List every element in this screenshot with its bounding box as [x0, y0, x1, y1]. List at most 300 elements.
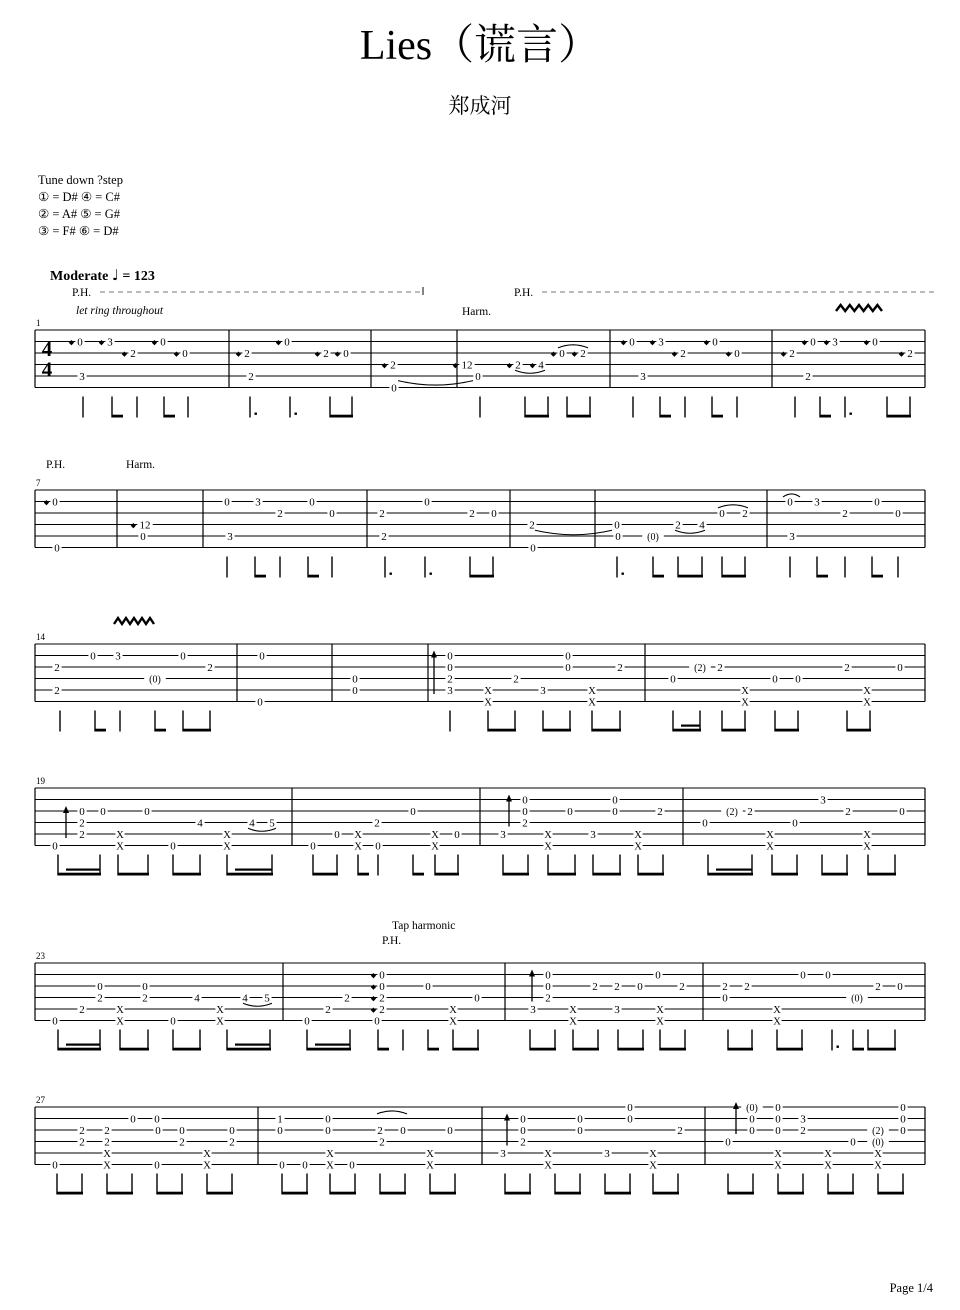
technique-label: Harm.: [462, 306, 492, 318]
tab-note: X: [431, 841, 439, 853]
tab-note: 0: [772, 673, 778, 686]
tab-note: 3: [800, 1113, 806, 1126]
tab-note: 3: [832, 336, 838, 349]
tab-note: (2): [694, 662, 706, 674]
technique-label: P.H.: [514, 287, 534, 299]
tab-note: X: [863, 841, 871, 853]
tab-note: 0: [309, 496, 315, 509]
tab-note: X: [863, 697, 871, 709]
harmonic-diamond-icon: ◆: [649, 338, 656, 347]
tab-note: 2: [79, 1003, 85, 1016]
rhythm-beam: [453, 1048, 479, 1051]
tab-note: 0: [257, 696, 263, 709]
tab-note: 2: [789, 347, 795, 360]
tab-note: 0: [52, 1015, 58, 1028]
tab-note: 2: [675, 519, 681, 532]
tab-note: 0: [229, 1124, 235, 1137]
harmonic-diamond-icon: ◆: [275, 338, 282, 347]
harmonic-diamond-icon: ◆: [898, 350, 905, 358]
tab-note: 2: [130, 347, 136, 360]
rhythm-beam: [868, 1048, 896, 1051]
tab-note: X: [544, 841, 552, 853]
harmonic-diamond-icon: ◆: [725, 350, 732, 358]
tab-note: X: [216, 1016, 224, 1028]
tab-note: 0: [897, 980, 903, 993]
tab-note: 4: [194, 992, 200, 1005]
harmonic-diamond-icon: ◆: [780, 350, 787, 358]
tab-note: X: [354, 829, 362, 841]
tab-note: 3: [590, 828, 596, 841]
tab-note: X: [773, 1016, 781, 1028]
rhythm-beam-16th: [235, 1044, 270, 1046]
tab-note: 2: [845, 805, 851, 818]
tab-note: X: [203, 1160, 211, 1172]
strum-arrow-head: [529, 970, 535, 977]
tab-note: 0: [775, 1101, 781, 1114]
tab-note: 0: [52, 840, 58, 853]
rhythm-flag: [95, 729, 106, 732]
tab-note: (0): [149, 674, 161, 686]
tab-note: 0: [775, 1124, 781, 1137]
tab-note: 0: [410, 805, 416, 818]
tab-note: 4: [242, 992, 248, 1005]
harmonic-diamond-icon: ◆: [529, 361, 536, 370]
tab-note: 2: [842, 507, 848, 520]
tab-note: X: [824, 1160, 832, 1172]
tab-note: 2: [592, 980, 598, 993]
harmonic-diamond-icon: ◆: [823, 338, 830, 347]
rhythm-beam: [183, 729, 211, 732]
tab-note: X: [116, 841, 124, 853]
tab-note: X: [426, 1160, 434, 1172]
rhythm-beam: [330, 1192, 356, 1195]
rhythm-beam: [728, 1192, 754, 1195]
tab-note: 0: [454, 828, 460, 841]
tab-note: 3: [789, 530, 795, 543]
tab-note: 0: [702, 817, 708, 830]
tab-note: X: [766, 841, 774, 853]
tie-arc: [398, 381, 473, 386]
rhythm-beam: [307, 1048, 351, 1051]
tab-note: X: [569, 1004, 577, 1016]
rhythm-beam-16th: [66, 1044, 100, 1046]
tab-note: 3: [107, 336, 113, 349]
tab-note: 2: [79, 817, 85, 830]
rhythm-flag: [155, 729, 166, 732]
rhythm-beam: [313, 873, 338, 876]
tab-note: 0: [825, 969, 831, 982]
tab-note: 0: [352, 673, 358, 686]
tuning-line: ② = A# ⑤ = G#: [38, 207, 121, 221]
measure-number: 7: [36, 478, 41, 488]
rhythm-beam: [173, 873, 201, 876]
tab-note: 0: [52, 496, 58, 509]
tab-note: 0: [722, 992, 728, 1005]
tab-note: 0: [810, 336, 816, 349]
rhythm-beam: [157, 1192, 183, 1195]
tab-note: 2: [142, 992, 148, 1005]
tab-note: 2: [805, 370, 811, 383]
tab-note: X: [863, 685, 871, 697]
tab-note: 0: [850, 1136, 856, 1149]
rhythm-beam: [58, 1048, 101, 1051]
harmonic-diamond-icon: ◆: [370, 994, 377, 1003]
tab-note: 3: [530, 1003, 536, 1016]
tab-note: X: [426, 1148, 434, 1160]
rhythm-beam-16th: [681, 725, 700, 727]
tab-note: 0: [725, 1136, 731, 1149]
tab-note: 2: [381, 530, 387, 543]
rhythm-flag: [378, 1048, 389, 1051]
tab-note: 3: [255, 496, 261, 509]
rhythm-flag: [853, 1048, 864, 1051]
technique-label: let ring throughout: [76, 305, 164, 317]
tab-note: 0: [474, 992, 480, 1005]
tab-note: 2: [104, 1124, 110, 1137]
technique-label: P.H.: [382, 935, 402, 947]
rhythm-dot: [850, 413, 852, 415]
tab-note: X: [326, 1148, 334, 1160]
harmonic-diamond-icon: ◆: [121, 350, 128, 358]
tab-note: 3: [79, 370, 85, 383]
harmonic-diamond-icon: ◆: [151, 338, 158, 347]
tab-note: 0: [872, 336, 878, 349]
rhythm-flag: [817, 575, 828, 578]
harmonic-diamond-icon: ◆: [370, 983, 377, 991]
rhythm-beam: [503, 873, 529, 876]
tab-note: 0: [325, 1113, 331, 1126]
tab-note: 0: [259, 650, 265, 663]
tab-note: 0: [522, 805, 528, 818]
technique-label: P.H.: [72, 287, 92, 299]
rhythm-beam: [470, 575, 494, 578]
measure-number: 27: [36, 1095, 45, 1105]
rhythm-beam: [380, 1192, 406, 1195]
tab-note: 2: [513, 673, 519, 686]
tab-note: 3: [604, 1147, 610, 1160]
rhythm-dot: [295, 413, 297, 415]
tab-note: X: [588, 685, 596, 697]
artist-name: 郑成河: [448, 94, 512, 118]
tab-note: 0: [899, 805, 905, 818]
rhythm-beam: [653, 1192, 679, 1195]
rhythm-flag: [112, 415, 123, 418]
rhythm-beam: [567, 415, 591, 418]
tab-note: 0: [90, 650, 96, 663]
tab-note: 0: [734, 347, 740, 360]
tab-note: X: [766, 829, 774, 841]
rhythm-beam: [777, 1048, 803, 1051]
harmonic-diamond-icon: ◆: [130, 521, 136, 530]
tab-note: 2: [742, 507, 748, 520]
tab-note: 2: [520, 1136, 526, 1149]
strum-arrow-head: [733, 1102, 739, 1109]
rhythm-beam: [548, 873, 576, 876]
tab-note: X: [741, 685, 749, 697]
rhythm-beam: [57, 1192, 83, 1195]
tab-note: X: [741, 697, 749, 709]
tab-note: 0: [279, 1159, 285, 1172]
rhythm-flag: [660, 415, 671, 418]
tab-note: 0: [614, 519, 620, 532]
rhythm-beam-16th: [315, 1044, 350, 1046]
tab-note: 2: [377, 1124, 383, 1137]
tab-note: 3: [227, 530, 233, 543]
rhythm-beam: [555, 1192, 581, 1195]
rhythm-beam: [543, 729, 571, 732]
tab-note: 3: [640, 370, 646, 383]
tab-note: 12: [461, 359, 473, 372]
tab-note: 2: [875, 980, 881, 993]
rhythm-beam: [618, 1048, 644, 1051]
rhythm-beam: [525, 415, 549, 418]
tab-note: 0: [900, 1113, 906, 1126]
tab-note: 0: [304, 1015, 310, 1028]
vibrato-squiggle-icon: [836, 305, 882, 311]
rhythm-beam: [772, 873, 798, 876]
rhythm-beam: [728, 1048, 753, 1051]
page-number: Page 1/4: [889, 1281, 933, 1295]
technique-label: Harm.: [126, 459, 156, 471]
tab-note: 2: [529, 519, 535, 532]
tab-note: 0: [447, 1124, 453, 1137]
time-signature: 4: [41, 357, 53, 382]
tab-note: 2: [614, 980, 620, 993]
tab-note: 0: [900, 1124, 906, 1137]
tab-note: 3: [820, 794, 826, 807]
rhythm-beam: [778, 1192, 804, 1195]
harmonic-diamond-icon: ◆: [314, 350, 321, 358]
tab-note: X: [774, 1160, 782, 1172]
tab-note: 0: [627, 1113, 633, 1126]
tab-note: 0: [170, 840, 176, 853]
tab-note: 0: [375, 840, 381, 853]
tab-note: 2: [374, 817, 380, 830]
tab-note: X: [824, 1148, 832, 1160]
rhythm-beam: [430, 1192, 456, 1195]
rhythm-beam: [722, 729, 746, 732]
rhythm-flag: [413, 873, 424, 876]
tab-note: X: [874, 1160, 882, 1172]
tab-note: 2: [744, 980, 750, 993]
tab-note: 0: [895, 507, 901, 520]
rhythm-beam: [592, 729, 621, 732]
rhythm-beam: [435, 873, 459, 876]
tab-note: 0: [712, 336, 718, 349]
tab-note: (0): [746, 1102, 758, 1114]
tab-note: (0): [647, 531, 659, 543]
tab-note: 5: [264, 992, 270, 1005]
rhythm-beam: [227, 873, 273, 876]
tab-note: 2: [515, 359, 521, 372]
tab-note: 2: [379, 992, 385, 1005]
song-title: Lies（谎言）: [359, 23, 601, 69]
tab-note: 0: [343, 347, 349, 360]
tab-note: 0: [522, 794, 528, 807]
tab-note: 0: [567, 805, 573, 818]
rhythm-beam: [173, 1048, 201, 1051]
tab-note: 3: [814, 496, 820, 509]
tab-note: 0: [577, 1113, 583, 1126]
rhythm-beam-16th: [66, 869, 100, 871]
rhythm-beam: [708, 873, 753, 876]
tab-note: 2: [617, 661, 623, 674]
rhythm-beam: [887, 415, 911, 418]
tab-note: 3: [658, 336, 664, 349]
tab-note: 2: [379, 1136, 385, 1149]
harmonic-diamond-icon: ◆: [703, 338, 710, 347]
tab-note: 2: [207, 661, 213, 674]
time-signature: 4: [41, 337, 53, 362]
tab-note: 0: [379, 969, 385, 982]
tab-note: 2: [677, 1124, 683, 1137]
tab-note: 0: [612, 794, 618, 807]
tab-note: 0: [79, 805, 85, 818]
tab-note: 2: [244, 347, 250, 360]
tab-note: 0: [97, 980, 103, 993]
tab-note: 0: [627, 1101, 633, 1114]
tab-note: 2: [447, 673, 453, 686]
tab-note: 2: [747, 805, 753, 818]
rhythm-beam: [282, 1192, 308, 1195]
quarter-note-icon: ♩: [111, 266, 119, 284]
rhythm-beam: [678, 575, 703, 578]
strum-arrow-head: [506, 795, 512, 802]
tab-note: 0: [130, 1113, 136, 1126]
tab-note: (2): [726, 806, 738, 818]
tab-note: 0: [637, 980, 643, 993]
tab-note: 2: [79, 1124, 85, 1137]
tab-note: 2: [679, 980, 685, 993]
rhythm-dot: [430, 573, 432, 575]
tab-note: 0: [749, 1113, 755, 1126]
rhythm-dot: [622, 573, 624, 575]
tab-note: X: [326, 1160, 334, 1172]
tab-note: 3: [614, 1003, 620, 1016]
tab-note: 0: [520, 1113, 526, 1126]
tab-note: 0: [897, 661, 903, 674]
rhythm-beam: [207, 1192, 233, 1195]
tab-note: 0: [329, 507, 335, 520]
rhythm-beam: [593, 873, 621, 876]
strum-arrow-head: [63, 806, 69, 813]
rhythm-flag: [255, 575, 266, 578]
harmonic-diamond-icon: ◆: [571, 350, 578, 358]
tab-note: X: [116, 1004, 124, 1016]
tuning-line: ① = D# ④ = C#: [38, 190, 121, 204]
tab-note: 4: [249, 817, 255, 830]
tab-note: 0: [284, 336, 290, 349]
rhythm-beam: [660, 1048, 686, 1051]
tab-note: 0: [52, 1159, 58, 1172]
harmonic-diamond-icon: ◆: [801, 338, 808, 347]
tab-note: 0: [612, 805, 618, 818]
tab-note: 0: [100, 805, 106, 818]
harmonic-diamond-icon: ◆: [235, 350, 242, 358]
harmonic-diamond-icon: ◆: [671, 350, 678, 358]
harmonic-diamond-icon: ◆: [370, 1006, 377, 1014]
tab-note: 2: [580, 347, 586, 360]
tab-note: 4: [699, 519, 705, 532]
tab-note: 0: [379, 980, 385, 993]
tab-note: 0: [520, 1124, 526, 1137]
tab-note: 2: [379, 1003, 385, 1016]
tab-note: 2: [79, 828, 85, 841]
tab-note: 0: [302, 1159, 308, 1172]
rhythm-flag: [428, 1048, 439, 1051]
rhythm-beam: [822, 873, 848, 876]
tab-note: X: [649, 1148, 657, 1160]
tab-note: X: [874, 1148, 882, 1160]
measure-number: 19: [36, 776, 45, 786]
tab-note: 0: [565, 650, 571, 663]
rhythm-beam: [868, 873, 896, 876]
tab-note: 0: [787, 496, 793, 509]
rhythm-flag: [872, 575, 883, 578]
tab-note: 2: [229, 1136, 235, 1149]
rhythm-flag: [820, 415, 831, 418]
rhythm-beam: [530, 1048, 556, 1051]
tab-note: 0: [352, 684, 358, 697]
rhythm-dot: [837, 1046, 839, 1048]
tab-note: X: [656, 1016, 664, 1028]
rhythm-beam: [775, 729, 799, 732]
tab-note: 0: [310, 840, 316, 853]
tempo-word: Moderate: [50, 269, 109, 284]
rhythm-beam: [673, 729, 701, 732]
harmonic-diamond-icon: ◆: [334, 350, 341, 358]
tab-note: 0: [475, 370, 481, 383]
tab-note: 5: [269, 817, 275, 830]
tab-note: 0: [179, 1124, 185, 1137]
rhythm-dot: [390, 573, 392, 575]
tab-note: 2: [545, 992, 551, 1005]
rhythm-beam: [488, 729, 516, 732]
tab-note: X: [203, 1148, 211, 1160]
tab-note: 0: [545, 969, 551, 982]
tab-note: 2: [104, 1136, 110, 1149]
technique-label: P.H.: [46, 459, 66, 471]
tab-note: 3: [540, 684, 546, 697]
tab-note: 2: [344, 992, 350, 1005]
tie-arc: [535, 530, 612, 535]
harmonic-diamond-icon: ◆: [452, 361, 458, 370]
tab-note: X: [484, 685, 492, 697]
tab-note: 2: [325, 1003, 331, 1016]
rhythm-beam-16th: [235, 869, 272, 871]
rhythm-beam: [227, 1048, 271, 1051]
tab-note: X: [569, 1016, 577, 1028]
tab-note: 0: [424, 496, 430, 509]
tab-note: 3: [447, 684, 453, 697]
tab-note: X: [216, 1004, 224, 1016]
vibrato-squiggle-icon: [114, 618, 154, 624]
rhythm-beam: [878, 1192, 904, 1195]
tab-note: 0: [719, 507, 725, 520]
tab-note: 3: [500, 828, 506, 841]
tab-note: X: [656, 1004, 664, 1016]
technique-label: Tap harmonic: [392, 920, 456, 932]
tab-note: X: [588, 697, 596, 709]
tab-note: X: [634, 841, 642, 853]
tab-note: 0: [749, 1124, 755, 1137]
tab-note: 2: [469, 507, 475, 520]
tab-note: (2): [872, 1125, 884, 1137]
rhythm-beam: [638, 873, 664, 876]
tab-note: (0): [851, 993, 863, 1005]
tab-note: 2: [907, 347, 913, 360]
rhythm-beam: [573, 1048, 599, 1051]
